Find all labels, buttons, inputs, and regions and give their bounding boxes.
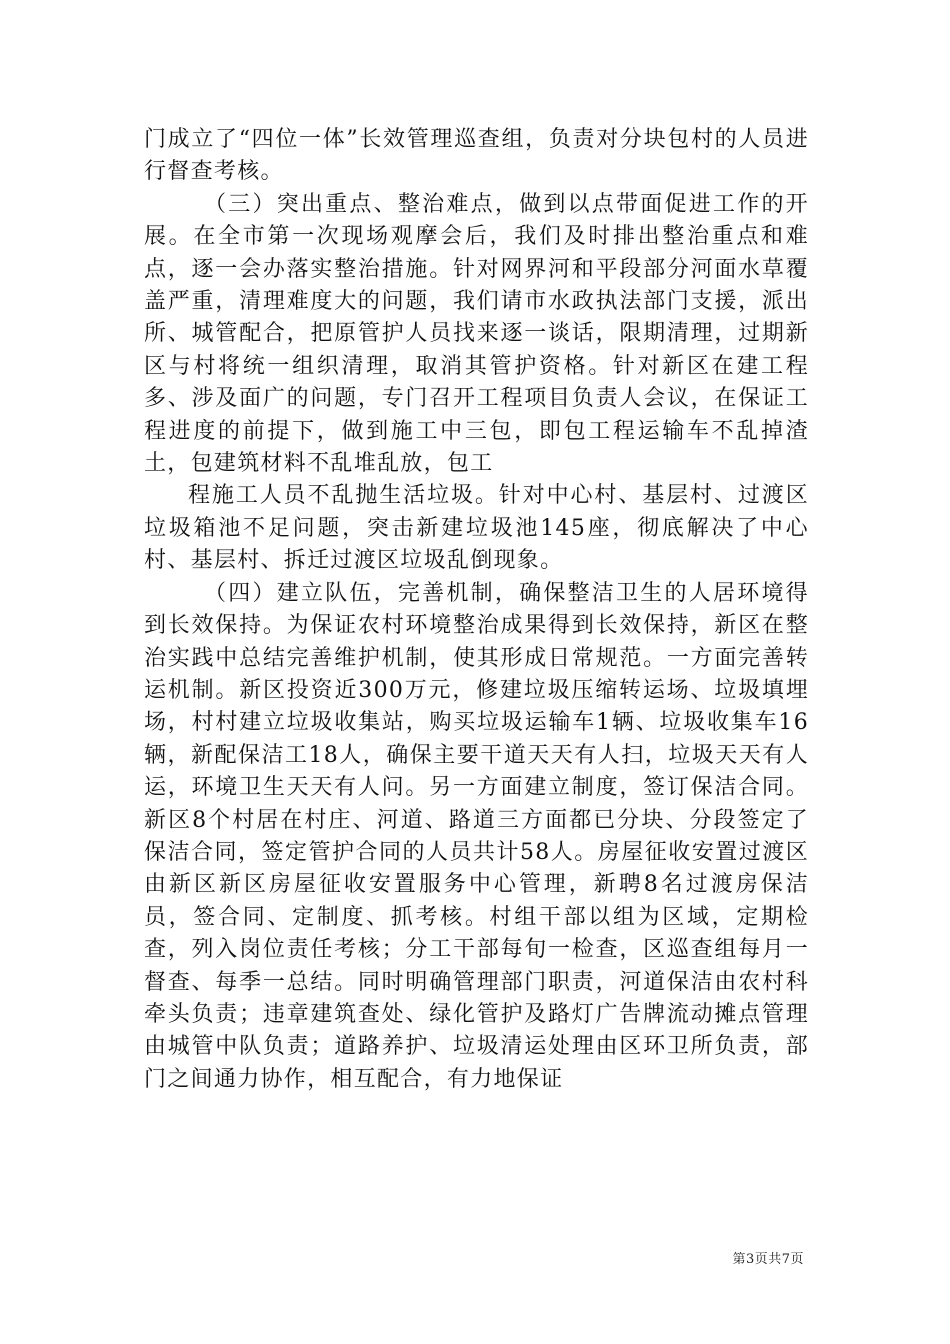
paragraph-section-four: （四）建立队伍，完善机制，确保整洁卫生的人居环境得到长效保持。为保证农村环境整治成果得到长效保持，新区在整治实践中总结完善维护机制，使其形成日常规范。一方面完善转运机制。新区投资近300万元，修建垃圾压缩转运场、垃圾填埋场，村村建立垃圾收集站，购买垃圾运输车1辆、垃圾收集车16辆，新配保洁工18人，确保主要干道天天有人扫，垃圾天天有人运，环境卫生天天有人问。另一方面建立制度，签订保洁合同。新区8个村居在村庄、河道、路道三方面都已分块、分段签定了保洁合同，签定管护合同的人员共计58人。房屋征收安置过渡区由新区新区房屋征收安置服务中心管理，新聘8名过渡房保洁员，签合同、定制度、抓考核。村组干部以组为区域，定期检查，列入岗位责任考核；分工干部每旬一检查，区巡查组每月一督查、每季一总结。同时明确管理部门职责，河道保洁由农村科牵头负责；违章建筑查处、绿化管护及路灯广告牌流动摊点管理由城管中队负责；道路养护、垃圾清运处理由区环卫所负责，部门之间通力协作，相互配合，有力地保证	[144, 580, 809, 1092]
paragraph-waste-bins: 程施工人员不乱抛生活垃圾。针对中心村、基层村、过渡区垃圾箱池不足问题，突击新建垃圾池145座，彻底解决了中心村、基层村、拆迁过渡区垃圾乱倒现象。	[144, 483, 809, 574]
page-number: 第3页共7页	[732, 1252, 804, 1267]
paragraph-continuation: 门成立了“四位一体”长效管理巡查组，负责对分块包村的人员进行督查考核。	[144, 127, 809, 185]
document-body	[144, 124, 809, 1096]
paragraph-section-three: （三）突出重点、整治难点，做到以点带面促进工作的开展。在全市第一次现场观摩会后，我们及时排出整治重点和难点，逐一会办落实整治措施。针对网界河和平段部分河面水草覆盖严重，清理难度大的问题，我们请市水政执法部门支援，派出所、城管配合，把原管护人员找来逐一谈话，限期清理，过期新区与村将统一组织清理，取消其管护资格。针对新区在建工程多、涉及面广的问题，专门召开工程项目负责人会议，在保证工程进度的前提下，做到施工中三包，即包工程运输车不乱掉渣土，包建筑材料不乱堆乱放，包工	[144, 191, 809, 477]
